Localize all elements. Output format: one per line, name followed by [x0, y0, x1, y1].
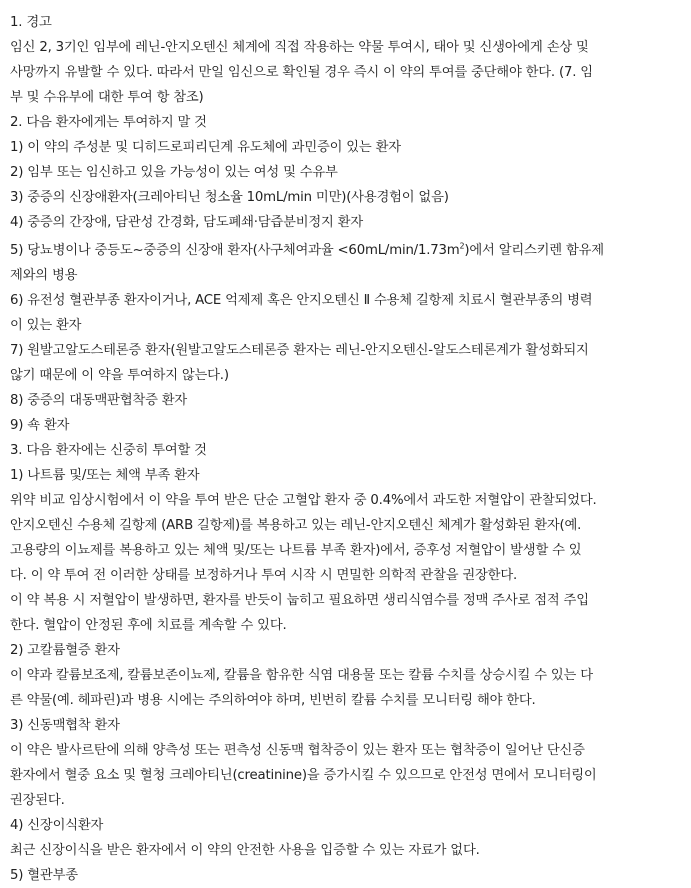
paragraph-line: 이 약과 칼륨보조제, 칼륨보존이뇨제, 칼륨을 함유한 식염 대용물 또는 칼륨 수치를 상승시킬 수 있는 다	[10, 668, 593, 683]
list-item: 3) 중증의 신장애환자(크레아티닌 청소율 10mL/min 미만)(사용경험이 없음)	[10, 190, 449, 205]
subsection-heading: 2) 고칼륨혈증 환자	[10, 643, 120, 658]
list-item: 6) 유전성 혈관부종 환자이거나, ACE 억제제 혹은 안지오텐신 Ⅱ 수용체 길항제 치료시 혈관부종의 병력	[10, 293, 593, 308]
paragraph-line: 권장된다.	[10, 793, 65, 808]
list-item: 않기 때문에 이 약을 투여하지 않는다.)	[10, 368, 229, 383]
paragraph-line: 이 약은 발사르탄에 의해 양측성 또는 편측성 신동맥 협착증이 있는 환자 또는 협착증이 일어난 단신증	[10, 743, 585, 758]
subsection-heading: 3) 신동맥협착 환자	[10, 718, 120, 733]
paragraph-line: 한다. 혈압이 안정된 후에 치료를 계속할 수 있다.	[10, 618, 287, 633]
section-heading: 3. 다음 환자에는 신중히 투여할 것	[10, 443, 207, 458]
paragraph-line: 고용량의 이뇨제를 복용하고 있는 체액 및/또는 나트륨 부족 환자)에서, 증후성 저혈압이 발생할 수 있	[10, 543, 582, 558]
paragraph-line: 부 및 수유부에 대한 투여 항 참조)	[10, 90, 204, 105]
paragraph-line: 위약 비교 임상시험에서 이 약을 투여 받은 단순 고혈압 환자 중 0.4%에서 과도한 저혈압이 관찰되었다.	[10, 493, 597, 508]
paragraph-line: 른 약물(예. 헤파린)과 병용 시에는 주의하여야 하며, 빈번히 칼륨 수치를 모니터링 해야 한다.	[10, 693, 536, 708]
list-item: 제와의 병용	[10, 268, 78, 283]
paragraph-line: 환자에서 혈중 요소 및 혈청 크레아티닌(creatinine)을 증가시킬 수 있으므로 안전성 면에서 모니터링이	[10, 768, 597, 783]
subsection-heading: 1) 나트륨 및/또는 체액 부족 환자	[10, 468, 200, 483]
list-item-text: 5) 당뇨병이나 중등도~중증의 신장애 환자(사구체여과율 <60mL/min/1.73m	[10, 243, 460, 258]
subsection-heading: 5) 혈관부종	[10, 868, 78, 883]
list-item	[10, 238, 686, 263]
paragraph-line: 임신 2, 3기인 임부에 레닌-안지오텐신 체계에 직접 작용하는 약물 투여시, 태아 및 신생아에게 손상 및	[10, 40, 589, 55]
list-item-text: )에서 알리스키렌 함유제	[464, 243, 604, 258]
list-item: 7) 원발고알도스테론증 환자(원발고알도스테론증 환자는 레닌-안지오텐신-알도스테론계가 활성화되지	[10, 343, 589, 358]
superscript: 2	[459, 241, 465, 251]
list-item: 4) 중증의 간장애, 담관성 간경화, 담도폐쇄·담즙분비정지 환자	[10, 215, 363, 230]
document-body	[10, 10, 686, 888]
paragraph-line: 다. 이 약 투여 전 이러한 상태를 보정하거나 투여 시작 시 면밀한 의학적 관찰을 권장한다.	[10, 568, 517, 583]
list-item: 이 있는 환자	[10, 318, 82, 333]
list-item: 1) 이 약의 주성분 및 디히드로피리딘계 유도체에 과민증이 있는 환자	[10, 140, 401, 155]
paragraph-line: 최근 신장이식을 받은 환자에서 이 약의 안전한 사용을 입증할 수 있는 자료가 없다.	[10, 843, 480, 858]
list-item: 2) 임부 또는 임신하고 있을 가능성이 있는 여성 및 수유부	[10, 165, 338, 180]
paragraph-line: 안지오텐신 수용체 길항제 (ARB 길항제)를 복용하고 있는 레닌-안지오텐신 체계가 활성화된 환자(예.	[10, 518, 582, 533]
section-heading: 1. 경고	[10, 15, 52, 30]
section-heading: 2. 다음 환자에게는 투여하지 말 것	[10, 115, 207, 130]
list-item: 9) 쇽 환자	[10, 418, 70, 433]
paragraph-line: 사망까지 유발할 수 있다. 따라서 만일 임신으로 확인될 경우 즉시 이 약의 투여를 중단해야 한다. (7. 임	[10, 65, 593, 80]
paragraph-line: 이 약 복용 시 저혈압이 발생하면, 환자를 반듯이 눕히고 필요하면 생리식염수를 정맥 주사로 점적 주입	[10, 593, 589, 608]
list-item: 8) 중증의 대동맥판협착증 환자	[10, 393, 188, 408]
subsection-heading: 4) 신장이식환자	[10, 818, 104, 833]
